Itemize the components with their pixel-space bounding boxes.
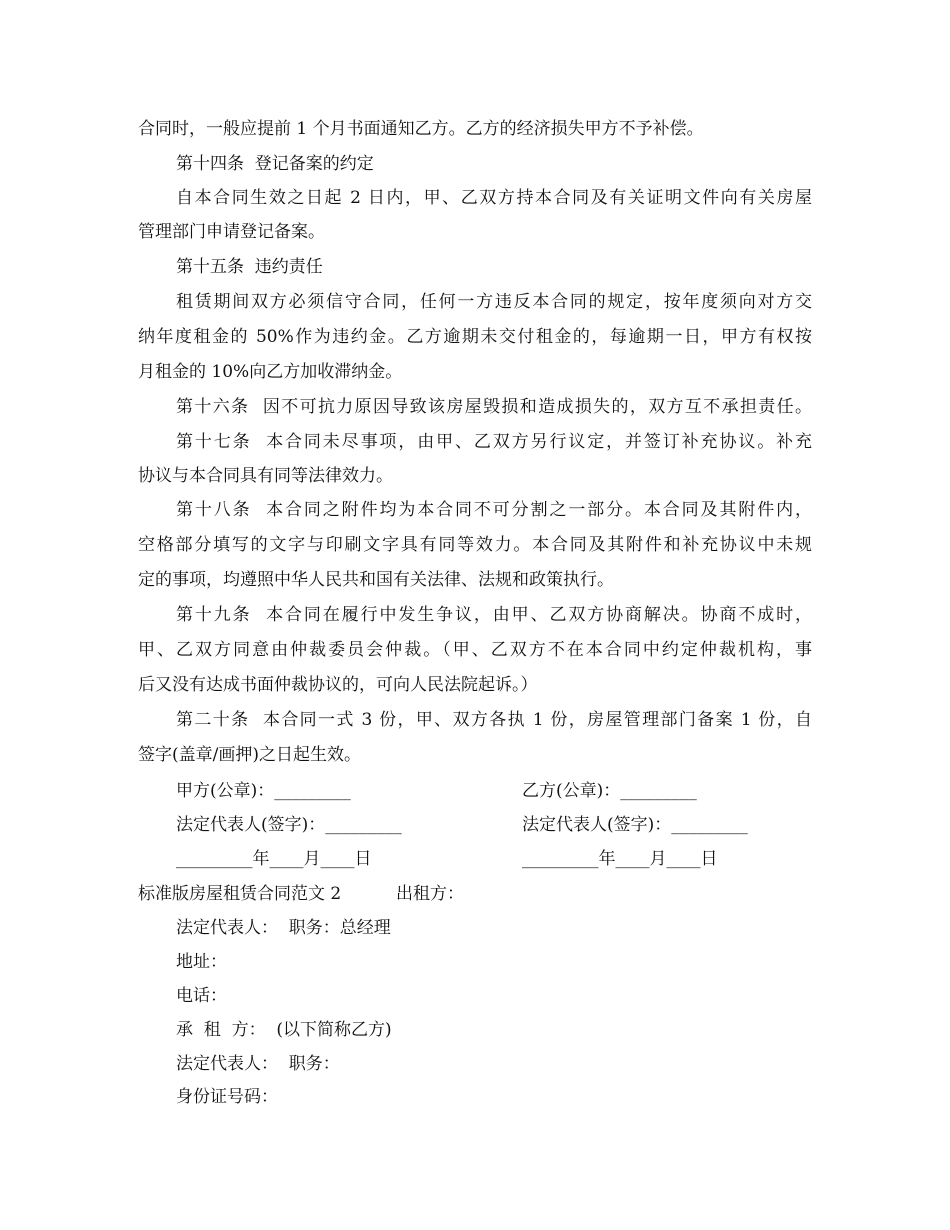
party-b-representative-field: 法定代表人(签字)：_________ [522, 815, 748, 835]
party-a-seal-field: 甲方(公章)：_________ [176, 781, 351, 801]
lessor-label: 出租方： [396, 884, 464, 904]
text-line: 空格部分填写的文字与印刷文字具有同等效力。本合同及其附件和补充协议中未规 [138, 535, 812, 555]
text-line: 自本合同生效之日起 2 日内，甲、乙双方持本合同及有关证明文件向有关房屋 [176, 188, 812, 208]
text-line: 管理部门申请登记备案。 [138, 222, 325, 242]
id-number-field: 身份证号码： [176, 1087, 278, 1107]
text-line: 第二十条 本合同一式 3 份，甲、双方各执 1 份，房屋管理部门备案 1 份，自 [176, 710, 812, 730]
text-line: 甲、乙双方同意由仲裁委员会仲裁。（甲、乙双方不在本合同中约定仲裁机构，事 [138, 640, 812, 660]
lessor-representative: 法定代表人： 职务：总经理 [176, 918, 391, 938]
text-line: 纳年度租金的 50%作为违约金。乙方逾期未交付租金的，每逾期一日，甲方有权按 [138, 327, 812, 347]
party-b-seal-field: 乙方(公章)：_________ [522, 781, 697, 801]
lessee-representative: 法定代表人： 职务： [176, 1054, 340, 1074]
lessee-label: 承 租 方： (以下简称乙方) [176, 1020, 392, 1040]
text-line: 后又没有达成书面仲裁协议的，可向人民法院起诉。） [138, 675, 538, 695]
text-line: 月租金的 10%向乙方加收滞纳金。 [138, 362, 403, 382]
text-line: 租赁期间双方必须信守合同，任何一方违反本合同的规定，按年度须向对方交 [176, 292, 812, 312]
section-heading: 标准版房屋租赁合同范文 2 [138, 884, 342, 904]
text-line: 协议与本合同具有同等法律效力。 [138, 466, 393, 486]
text-line: 第十六条 因不可抗力原因导致该房屋毁损和造成损失的，双方互不承担责任。 [176, 397, 812, 417]
text-line: 第十七条 本合同未尽事项，由甲、乙双方另行议定，并签订补充协议。补充 [176, 432, 812, 452]
lessor-address: 地址： [176, 952, 227, 972]
text-line: 签字(盖章/画押)之日起生效。 [138, 745, 361, 765]
article-heading: 第十五条 违约责任 [176, 257, 323, 277]
text-line: 第十八条 本合同之附件均为本合同不可分割之一部分。本合同及其附件内， [176, 500, 812, 520]
party-b-date-field: _________年____月____日 [522, 849, 718, 869]
article-heading: 第十四条 登记备案的约定 [176, 154, 374, 174]
text-line: 第十九条 本合同在履行中发生争议，由甲、乙双方协商解决。协商不成时， [176, 605, 812, 625]
party-a-representative-field: 法定代表人(签字)：_________ [176, 815, 402, 835]
text-line: 定的事项，均遵照中华人民共和国有关法律、法规和政策执行。 [138, 570, 614, 590]
lessor-phone: 电话： [176, 986, 227, 1006]
party-a-date-field: _________年____月____日 [176, 849, 372, 869]
text-line: 合同时，一般应提前 1 个月书面通知乙方。乙方的经济损失甲方不予补偿。 [138, 119, 704, 139]
